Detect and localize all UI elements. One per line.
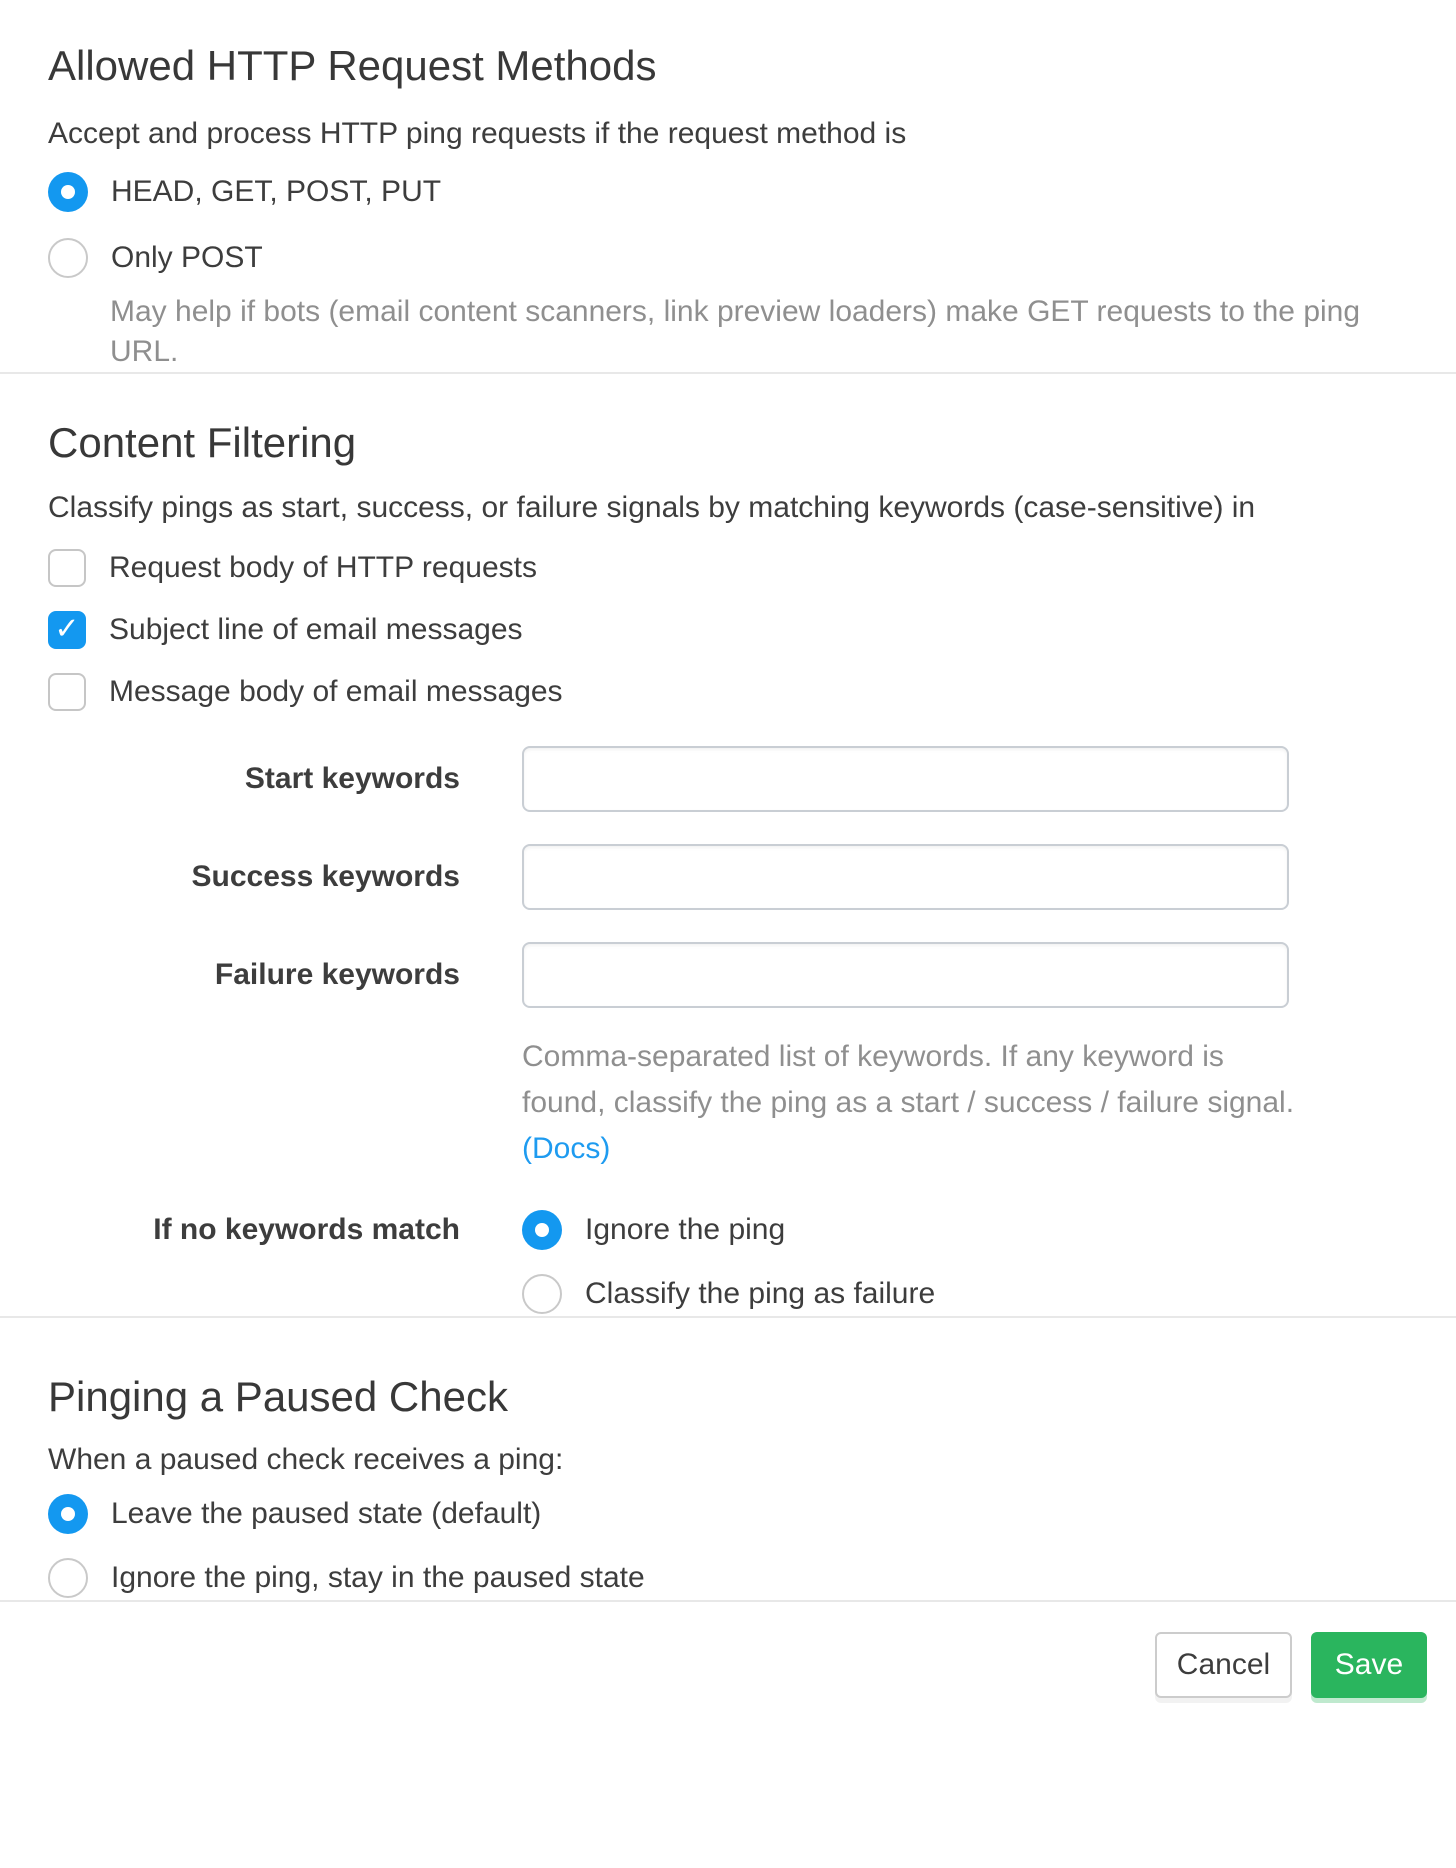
section-pinging-paused-check bbox=[0, 1374, 1456, 1600]
cancel-button[interactable]: Cancel bbox=[1155, 1632, 1292, 1698]
section-allowed-http-methods bbox=[0, 0, 1456, 372]
save-button[interactable]: Save bbox=[1311, 1632, 1427, 1698]
checkbox-unchecked-icon[interactable] bbox=[48, 673, 86, 711]
radio-selected-icon[interactable] bbox=[48, 1494, 88, 1534]
section-divider bbox=[0, 372, 1456, 374]
radio-option-only-post[interactable] bbox=[48, 236, 1408, 280]
checkbox-checked-icon[interactable] bbox=[48, 611, 86, 649]
radio-option-classify-as-failure[interactable] bbox=[522, 1272, 935, 1316]
section-description: Accept and process HTTP ping requests if the request method is bbox=[48, 117, 907, 150]
footer-actions bbox=[0, 1602, 1456, 1732]
radio-option-label: Classify the ping as failure bbox=[585, 1277, 936, 1310]
section-content-filtering bbox=[0, 420, 1456, 1316]
section-description: Classify pings as start, success, or failure signals by matching keywords (case-sensitive) in bbox=[48, 491, 1256, 524]
section-description: When a paused check receives a ping: bbox=[48, 1443, 564, 1476]
radio-unselected-icon[interactable] bbox=[522, 1274, 562, 1314]
section-title-content-filtering: Content Filtering bbox=[48, 419, 357, 466]
checkbox-unchecked-icon[interactable] bbox=[48, 549, 86, 587]
checkbox-label: Message body of email messages bbox=[109, 675, 563, 708]
docs-link[interactable]: (Docs) bbox=[522, 1132, 611, 1165]
radio-selected-icon[interactable] bbox=[48, 172, 88, 212]
radio-unselected-icon[interactable] bbox=[48, 1558, 88, 1598]
radio-option-head-get-post-put[interactable] bbox=[48, 170, 1408, 214]
section-divider bbox=[0, 1316, 1456, 1318]
keywords-help-body: Comma-separated list of keywords. If any keyword is found, classify the ping as a start / success / failure signal. bbox=[522, 1040, 1295, 1119]
keywords-help-text bbox=[522, 1034, 1302, 1172]
success-keywords-row bbox=[48, 844, 1408, 910]
radio-option-ignore-stay-paused[interactable] bbox=[48, 1556, 1408, 1600]
no-keywords-match-label: If no keywords match bbox=[153, 1213, 460, 1246]
failure-keywords-input[interactable] bbox=[522, 942, 1289, 1008]
start-keywords-label: Start keywords bbox=[244, 762, 460, 795]
radio-option-label: Leave the paused state (default) bbox=[111, 1497, 542, 1530]
checkbox-message-body[interactable] bbox=[48, 672, 1408, 712]
no-keywords-match-row bbox=[48, 1208, 1408, 1316]
failure-keywords-row bbox=[48, 942, 1408, 1008]
checkbox-label: Subject line of email messages bbox=[109, 613, 523, 646]
radio-option-label: Only POST bbox=[111, 241, 263, 274]
radio-option-leave-paused-state[interactable] bbox=[48, 1492, 1408, 1536]
start-keywords-row bbox=[48, 746, 1408, 812]
radio-selected-icon[interactable] bbox=[522, 1210, 562, 1250]
success-keywords-input[interactable] bbox=[522, 844, 1289, 910]
checkbox-request-body[interactable] bbox=[48, 548, 1408, 588]
radio-option-label: HEAD, GET, POST, PUT bbox=[111, 175, 442, 208]
start-keywords-input[interactable] bbox=[522, 746, 1289, 812]
section-title-allowed-http-methods: Allowed HTTP Request Methods bbox=[48, 42, 657, 89]
radio-option-ignore-the-ping[interactable] bbox=[522, 1208, 935, 1252]
radio-option-label: Ignore the ping, stay in the paused state bbox=[111, 1561, 645, 1594]
checkbox-subject-line[interactable] bbox=[48, 610, 1408, 650]
radio-option-label: Ignore the ping bbox=[585, 1213, 786, 1246]
failure-keywords-label: Failure keywords bbox=[214, 958, 460, 991]
success-keywords-label: Success keywords bbox=[191, 860, 460, 893]
only-post-help-text: May help if bots (email content scanners, link preview loaders) make GET requests to the ping URL. bbox=[110, 295, 1361, 368]
radio-unselected-icon[interactable] bbox=[48, 238, 88, 278]
checkbox-label: Request body of HTTP requests bbox=[109, 551, 537, 584]
section-title-pinging-paused-check: Pinging a Paused Check bbox=[48, 1373, 508, 1420]
